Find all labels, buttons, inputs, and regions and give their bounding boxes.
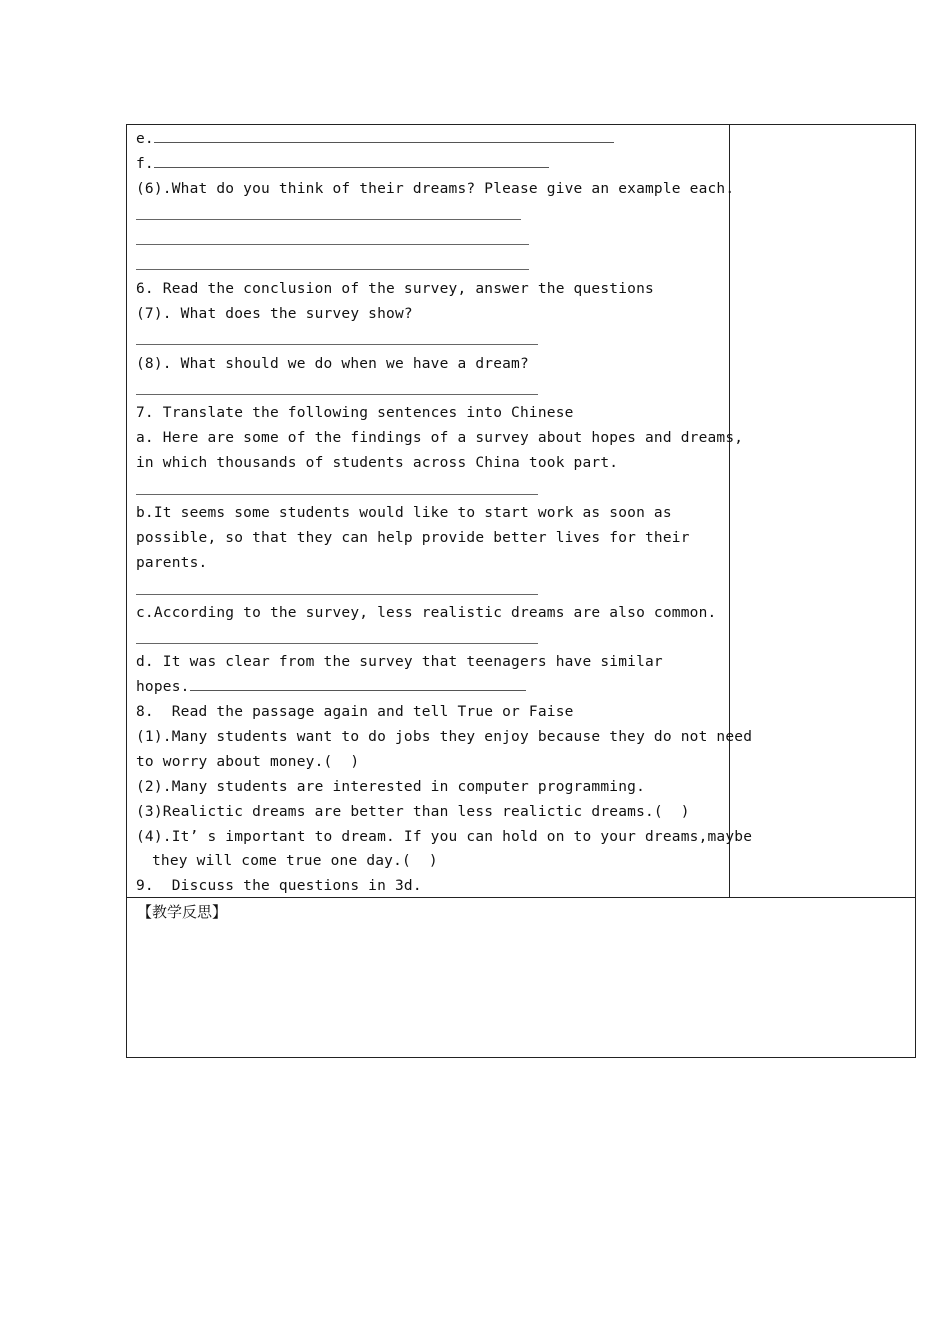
line-e: [136, 130, 614, 148]
sentence-b-line-1: b.It seems some students would like to start work as soon as: [136, 505, 672, 521]
sentence-a-line-2: in which thousands of students across China took part.: [136, 455, 619, 471]
notes-column-cell: [729, 124, 916, 898]
sentence-c: c.According to the survey, less realistic dreams are also common.: [136, 605, 717, 621]
sentence-b-line-2: possible, so that they can help provide better lives for their: [136, 530, 690, 546]
answer-line-q7[interactable]: [136, 344, 538, 345]
section-7-heading: 7. Translate the following sentences into Chinese: [136, 405, 574, 421]
question-6-think: (6).What do you think of their dreams? Please give an example each.: [136, 181, 735, 197]
statement-3: (3)Realictic dreams are better than less realictic dreams.( ): [136, 804, 690, 820]
answer-line-q6-1[interactable]: [136, 219, 521, 220]
label-e: e.: [136, 131, 154, 147]
answer-blank-d[interactable]: [190, 678, 526, 691]
answer-line-c[interactable]: [136, 643, 538, 644]
statement-1-line-1: (1).Many students want to do jobs they enjoy because they do not need: [136, 729, 753, 745]
sentence-d-line-2: [136, 678, 526, 696]
section-6-heading: 6. Read the conclusion of the survey, answer the questions: [136, 281, 654, 297]
section-8-heading: 8. Read the passage again and tell True or Faise: [136, 704, 574, 720]
statement-4-line-2: they will come true one day.( ): [152, 853, 438, 869]
statement-2: (2).Many students are interested in computer programming.: [136, 779, 645, 795]
answer-line-q8[interactable]: [136, 394, 538, 395]
statement-4-line-1: (4).It’ s important to dream. If you can hold on to your dreams,maybe: [136, 829, 753, 845]
section-9-heading: 9. Discuss the questions in 3d.: [136, 878, 422, 894]
answer-line-a[interactable]: [136, 494, 538, 495]
sentence-d-line-1: d. It was clear from the survey that teenagers have similar: [136, 654, 663, 670]
sentence-b-line-3: parents.: [136, 555, 208, 571]
label-f: f.: [136, 156, 154, 172]
answer-blank-f[interactable]: [154, 155, 549, 168]
question-8: (8). What should we do when we have a dream?: [136, 356, 529, 372]
sentence-d-text: hopes.: [136, 679, 190, 695]
reflection-heading: 【教学反思】: [137, 903, 228, 921]
answer-line-q6-3[interactable]: [136, 269, 529, 270]
line-f: [136, 155, 549, 173]
answer-line-b[interactable]: [136, 594, 538, 595]
sentence-a-line-1: a. Here are some of the findings of a survey about hopes and dreams,: [136, 430, 744, 446]
question-7: (7). What does the survey show?: [136, 306, 413, 322]
reflection-cell: [126, 897, 916, 1058]
answer-blank-e[interactable]: [154, 130, 614, 143]
statement-1-line-2: to worry about money.( ): [136, 754, 360, 770]
answer-line-q6-2[interactable]: [136, 244, 529, 245]
